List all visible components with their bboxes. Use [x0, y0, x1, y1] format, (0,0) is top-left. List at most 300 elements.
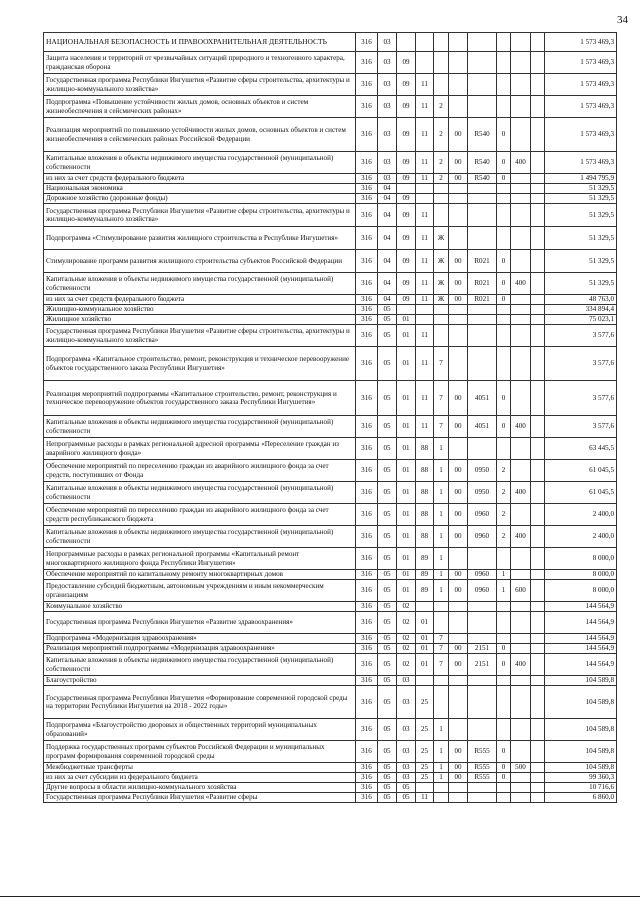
row-code: 01 [416, 644, 434, 654]
row-code: 25 [416, 719, 434, 741]
row-code [511, 325, 531, 347]
table-row [44, 194, 617, 204]
row-code: 11 [416, 96, 434, 118]
row-code: 2 [434, 174, 449, 184]
row-name: НАЦИОНАЛЬНАЯ БЕЗОПАСНОСТЬ И ПРАВООХРАНИТЕЛЬНАЯ ДЕЯТЕЛЬНОСТЬ [44, 33, 356, 52]
table-row [44, 381, 617, 416]
row-code: 03 [397, 719, 416, 741]
row-code [434, 184, 449, 194]
row-code [531, 644, 545, 654]
row-name: Государственная программа Республики Ингушетия «Развитие здравоохранения» [44, 612, 356, 634]
table-row [44, 793, 617, 803]
row-code [468, 74, 497, 96]
row-code [468, 96, 497, 118]
table-row [44, 305, 617, 315]
table-row [44, 74, 617, 96]
row-code [449, 438, 468, 460]
row-code: 00 [449, 381, 468, 416]
row-code: R555 [468, 773, 497, 783]
row-name: Реализация мероприятий по повышению устойчивости жилых домов, основных объектов и систем жизнеобеспечения в сейсмических районах Российской Федерации [44, 118, 356, 152]
row-code: 2151 [468, 654, 497, 676]
table-row [44, 773, 617, 783]
row-code: 01 [397, 482, 416, 504]
row-name: Защита населения и территорий от чрезвычайных ситуаций природного и техногенного характера, гражданская оборона [44, 52, 356, 74]
row-amount: 1 494 795,9 [545, 174, 617, 184]
row-code [531, 152, 545, 174]
row-code: 00 [449, 763, 468, 773]
row-code: 03 [397, 686, 416, 719]
row-code: 400 [511, 152, 531, 174]
row-code [497, 74, 511, 96]
row-code [511, 602, 531, 612]
row-code: 05 [378, 570, 397, 580]
row-code: 00 [449, 504, 468, 526]
row-name: Капитальные вложения в объекты недвижимого имущества государственной (муниципальной) собственности [44, 273, 356, 295]
row-code: 05 [378, 305, 397, 315]
row-code: 05 [378, 793, 397, 803]
row-amount: 144 564,9 [545, 612, 617, 634]
row-code [531, 96, 545, 118]
row-amount: 104 589,8 [545, 719, 617, 741]
row-code [497, 676, 511, 686]
row-code: 1 [434, 548, 449, 570]
row-code: 2 [497, 482, 511, 504]
row-code: 05 [378, 602, 397, 612]
row-code: 01 [397, 315, 416, 325]
row-amount: 8 000,0 [545, 548, 617, 570]
row-code [531, 184, 545, 194]
row-code: 316 [356, 763, 378, 773]
row-code [497, 783, 511, 793]
row-code: 05 [378, 654, 397, 676]
row-code [397, 305, 416, 315]
row-amount: 51 329,5 [545, 184, 617, 194]
row-name: Реализация мероприятий подпрограммы «Модернизация здравоохранения» [44, 644, 356, 654]
row-amount: 104 589,8 [545, 686, 617, 719]
row-code: 88 [416, 460, 434, 482]
row-code [449, 325, 468, 347]
row-code [468, 548, 497, 570]
row-code: 316 [356, 644, 378, 654]
row-code [497, 204, 511, 227]
row-amount: 104 589,8 [545, 763, 617, 773]
row-code [531, 773, 545, 783]
row-name: Межбюджетные трансферты [44, 763, 356, 773]
row-code: 25 [416, 773, 434, 783]
table-row [44, 184, 617, 194]
row-code [468, 783, 497, 793]
row-code [531, 118, 545, 152]
row-code: 0 [497, 273, 511, 295]
row-code [511, 570, 531, 580]
row-code: 1 [434, 482, 449, 504]
row-amount: 144 564,9 [545, 602, 617, 612]
row-code [468, 204, 497, 227]
row-code: 0 [497, 773, 511, 783]
row-code: 2 [434, 96, 449, 118]
table-row [44, 644, 617, 654]
row-code: 00 [449, 152, 468, 174]
row-code [531, 570, 545, 580]
row-code [531, 676, 545, 686]
row-code: 0950 [468, 460, 497, 482]
table-row [44, 676, 617, 686]
row-name: Государственная программа Республики Ингушетия «Формирование современной городской среды на территории Республики Ингушетия на 2018 - 2022 годы» [44, 686, 356, 719]
row-code [434, 783, 449, 793]
row-code [531, 504, 545, 526]
row-code [531, 305, 545, 315]
row-code [511, 347, 531, 381]
row-code: 01 [397, 580, 416, 602]
row-code: 05 [378, 763, 397, 773]
row-code [449, 347, 468, 381]
row-amount: 8 000,0 [545, 580, 617, 602]
row-code: 03 [397, 741, 416, 763]
row-code [531, 204, 545, 227]
row-code: R021 [468, 250, 497, 273]
row-code: 1 [497, 580, 511, 602]
row-code: 03 [378, 52, 397, 74]
table-row [44, 482, 617, 504]
row-amount: 6 860,0 [545, 793, 617, 803]
row-code [449, 96, 468, 118]
row-code: 03 [378, 74, 397, 96]
row-code [468, 315, 497, 325]
row-code [434, 315, 449, 325]
row-code: 05 [378, 580, 397, 602]
row-code [531, 416, 545, 438]
table-row [44, 174, 617, 184]
row-code: 88 [416, 526, 434, 548]
row-code [449, 227, 468, 250]
table-row [44, 686, 617, 719]
row-code: 4051 [468, 416, 497, 438]
table-row [44, 250, 617, 273]
row-code: 316 [356, 118, 378, 152]
row-name: Обеспечение мероприятий по капитальному ремонту многоквартирных домов [44, 570, 356, 580]
row-code [531, 460, 545, 482]
row-code: 500 [511, 763, 531, 773]
table-row [44, 460, 617, 482]
row-code: 0 [497, 741, 511, 763]
row-amount: 51 329,5 [545, 204, 617, 227]
row-code [497, 52, 511, 74]
row-code [434, 602, 449, 612]
row-code: R021 [468, 295, 497, 305]
row-code: 316 [356, 33, 378, 52]
row-code [531, 273, 545, 295]
row-code [468, 686, 497, 719]
row-code [531, 194, 545, 204]
row-code [449, 686, 468, 719]
row-name: Обеспечение мероприятий по переселению граждан из аварийного жилищного фонда за счет средств, поступивших от Фонда [44, 460, 356, 482]
table-row [44, 763, 617, 773]
row-code: 03 [378, 152, 397, 174]
row-code [434, 194, 449, 204]
row-code: 316 [356, 305, 378, 315]
row-code: 316 [356, 152, 378, 174]
row-amount: 51 329,5 [545, 194, 617, 204]
row-code: 316 [356, 783, 378, 793]
row-code: 02 [397, 654, 416, 676]
row-code [468, 602, 497, 612]
row-code: 02 [397, 602, 416, 612]
row-code: 00 [449, 654, 468, 676]
row-code [449, 184, 468, 194]
row-code: 11 [416, 204, 434, 227]
table-row [44, 273, 617, 295]
row-code [497, 325, 511, 347]
row-code [511, 719, 531, 741]
row-code [531, 634, 545, 644]
row-code: 316 [356, 96, 378, 118]
row-code: 316 [356, 504, 378, 526]
row-code [468, 676, 497, 686]
row-code: 1 [434, 763, 449, 773]
row-code: 2 [434, 118, 449, 152]
row-name: Государственная программа Республики Ингушетия «Развитие сферы строительства, архитектуры и жилищно-коммунального хозяйства» [44, 204, 356, 227]
row-name: Жилищное хозяйство [44, 315, 356, 325]
row-code: 25 [416, 741, 434, 763]
row-name: Национальная экономика [44, 184, 356, 194]
row-code: 7 [434, 654, 449, 676]
row-code: 01 [397, 526, 416, 548]
row-code: 05 [378, 676, 397, 686]
row-code: 1 [497, 570, 511, 580]
row-code [531, 438, 545, 460]
row-code: 00 [449, 482, 468, 504]
row-code [511, 548, 531, 570]
row-code [511, 460, 531, 482]
row-code [497, 227, 511, 250]
row-code: 316 [356, 612, 378, 634]
row-amount: 8 000,0 [545, 570, 617, 580]
row-code [531, 783, 545, 793]
row-code [449, 74, 468, 96]
row-code [511, 96, 531, 118]
table-body [44, 33, 617, 803]
row-code: 1 [434, 438, 449, 460]
row-code [511, 793, 531, 803]
row-code [434, 33, 449, 52]
row-code: 400 [511, 654, 531, 676]
row-code [511, 194, 531, 204]
row-code [511, 612, 531, 634]
row-code [497, 634, 511, 644]
row-code: 316 [356, 793, 378, 803]
row-code: 89 [416, 570, 434, 580]
row-code [531, 250, 545, 273]
row-code [434, 204, 449, 227]
row-code: 11 [416, 295, 434, 305]
table-row [44, 33, 617, 52]
row-code [531, 602, 545, 612]
row-code: 1 [434, 773, 449, 783]
row-amount: 51 329,5 [545, 250, 617, 273]
row-code: 316 [356, 460, 378, 482]
row-amount: 99 360,3 [545, 773, 617, 783]
row-name: Капитальные вложения в объекты недвижимого имущества государственной (муниципальной) собственности [44, 526, 356, 548]
row-code: 7 [434, 347, 449, 381]
row-name: Благоустройство [44, 676, 356, 686]
row-code [449, 204, 468, 227]
row-code: 316 [356, 74, 378, 96]
table-row [44, 347, 617, 381]
row-code: 00 [449, 416, 468, 438]
row-code: 316 [356, 273, 378, 295]
row-code: Ж [434, 295, 449, 305]
row-code [434, 676, 449, 686]
row-code: 03 [378, 174, 397, 184]
row-code [531, 793, 545, 803]
row-code: 04 [378, 204, 397, 227]
row-code: Ж [434, 227, 449, 250]
row-code: 09 [397, 194, 416, 204]
row-amount: 48 763,0 [545, 295, 617, 305]
row-code: 1 [434, 580, 449, 602]
row-code [434, 612, 449, 634]
row-code: 00 [449, 741, 468, 763]
row-code: 400 [511, 482, 531, 504]
row-code [511, 52, 531, 74]
row-code: 11 [416, 793, 434, 803]
row-code: 0950 [468, 482, 497, 504]
row-code: R540 [468, 152, 497, 174]
row-code: 00 [449, 118, 468, 152]
row-code: 00 [449, 773, 468, 783]
row-amount: 104 589,8 [545, 676, 617, 686]
row-code: 01 [397, 570, 416, 580]
row-code [416, 305, 434, 315]
row-code: 316 [356, 686, 378, 719]
row-name: Подпрограмма «Повышение устойчивости жилых домов, основных объектов и систем жизнеобеспечения в сейсмических районах» [44, 96, 356, 118]
row-code: 400 [511, 526, 531, 548]
row-code: 00 [449, 570, 468, 580]
row-code [416, 194, 434, 204]
row-code: 25 [416, 686, 434, 719]
row-code: 88 [416, 504, 434, 526]
row-code: 89 [416, 580, 434, 602]
table-row [44, 654, 617, 676]
row-name: Капитальные вложения в объекты недвижимого имущества государственной (муниципальной) собственности [44, 654, 356, 676]
row-code [531, 315, 545, 325]
row-code: 00 [449, 295, 468, 305]
row-code [468, 347, 497, 381]
row-code [416, 602, 434, 612]
row-code: 05 [378, 741, 397, 763]
row-code: 0960 [468, 526, 497, 548]
row-code [511, 741, 531, 763]
row-code: 01 [397, 416, 416, 438]
row-code [434, 305, 449, 315]
row-code [449, 52, 468, 74]
row-code [449, 783, 468, 793]
row-code: 11 [416, 273, 434, 295]
row-code: 316 [356, 194, 378, 204]
row-amount: 51 329,5 [545, 273, 617, 295]
row-code [434, 686, 449, 719]
row-code: 2 [497, 504, 511, 526]
row-code: 2 [434, 152, 449, 174]
row-name: Поддержка государственных программ субъектов Российской Федерации и муниципальных программ формирования современной городской среды [44, 741, 356, 763]
row-name: Капитальные вложения в объекты недвижимого имущества государственной (муниципальной) собственности [44, 482, 356, 504]
row-code: 01 [397, 325, 416, 347]
row-code: 88 [416, 482, 434, 504]
row-code [416, 315, 434, 325]
row-code: 05 [378, 416, 397, 438]
row-code: 0 [497, 118, 511, 152]
row-code [497, 347, 511, 381]
row-code [449, 676, 468, 686]
row-code: 1 [434, 741, 449, 763]
row-code [531, 719, 545, 741]
row-name: Непрограммные расходы в рамках региональной адресной программы «Переселение граждан из аварийного жилищного фонда» [44, 438, 356, 460]
row-code [511, 783, 531, 793]
row-code: 316 [356, 570, 378, 580]
row-code [531, 612, 545, 634]
row-amount: 2 400,0 [545, 504, 617, 526]
row-code: 00 [449, 273, 468, 295]
row-code [497, 438, 511, 460]
row-code: 01 [416, 634, 434, 644]
row-code [531, 381, 545, 416]
row-code: 316 [356, 654, 378, 676]
row-code [416, 783, 434, 793]
row-name: Капитальные вложения в объекты недвижимого имущества государственной (муниципальной) собственности [44, 416, 356, 438]
row-code [497, 315, 511, 325]
row-code [511, 676, 531, 686]
row-code: 316 [356, 741, 378, 763]
row-code [416, 184, 434, 194]
table-row [44, 118, 617, 152]
table-row [44, 570, 617, 580]
row-code: 09 [397, 273, 416, 295]
row-code: 05 [378, 504, 397, 526]
row-code: 0960 [468, 504, 497, 526]
row-name: из них за счет субсидии из федерального бюджета [44, 773, 356, 783]
row-code [511, 250, 531, 273]
row-code: 316 [356, 52, 378, 74]
row-code: R555 [468, 741, 497, 763]
row-code: 11 [416, 347, 434, 381]
row-code: 316 [356, 676, 378, 686]
row-amount: 10 716,6 [545, 783, 617, 793]
row-code [468, 52, 497, 74]
row-code: Ж [434, 273, 449, 295]
row-code: 0 [497, 250, 511, 273]
row-code: 316 [356, 773, 378, 783]
row-code: 00 [449, 250, 468, 273]
row-code: 88 [416, 438, 434, 460]
row-code: 03 [397, 676, 416, 686]
row-code: 01 [416, 654, 434, 676]
row-code [511, 74, 531, 96]
row-code: 03 [378, 118, 397, 152]
row-code [531, 526, 545, 548]
row-code: 0 [497, 763, 511, 773]
row-code: R540 [468, 118, 497, 152]
row-code [511, 438, 531, 460]
table-row [44, 204, 617, 227]
row-code [468, 612, 497, 634]
row-code: 05 [378, 325, 397, 347]
row-amount: 144 564,9 [545, 644, 617, 654]
row-code: 89 [416, 548, 434, 570]
row-code: 01 [397, 548, 416, 570]
row-code: 11 [416, 174, 434, 184]
row-amount: 63 445,5 [545, 438, 617, 460]
row-code: 01 [416, 612, 434, 634]
